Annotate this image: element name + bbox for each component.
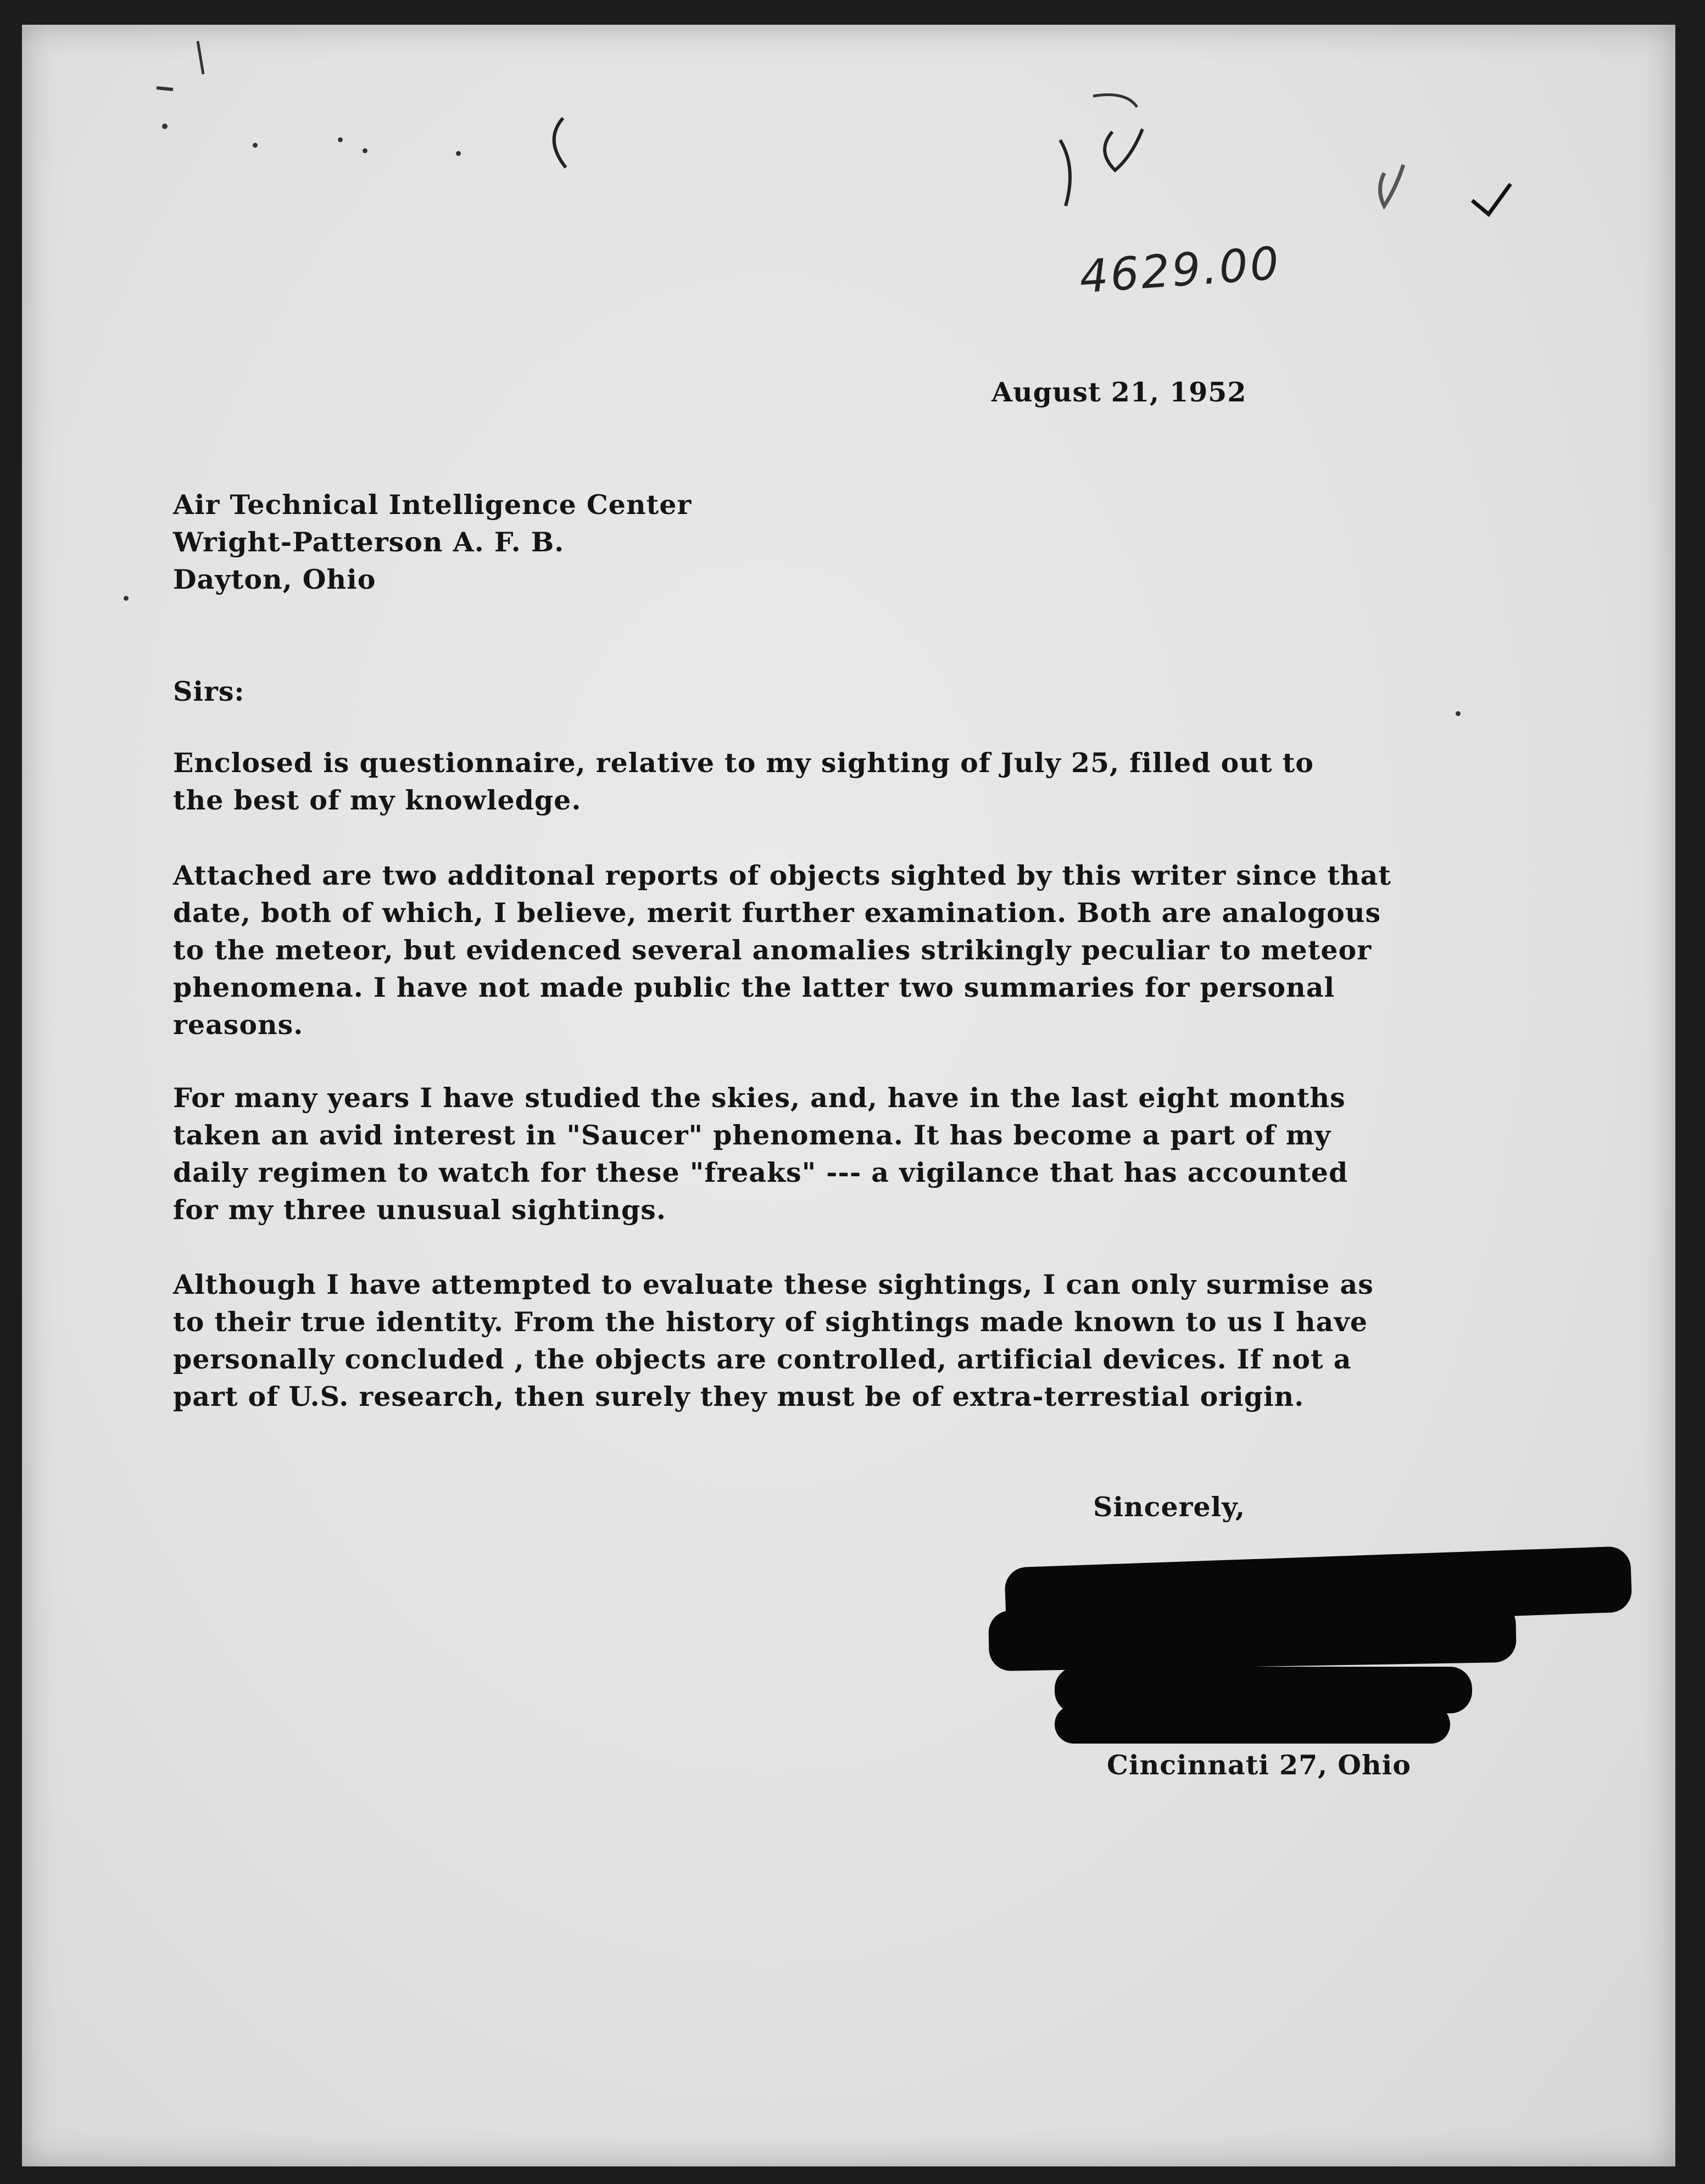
paragraph-line: part of U.S. research, then surely they must be of extra-terrestial origin. <box>173 1381 1305 1412</box>
speck <box>253 143 258 148</box>
speck <box>456 151 461 156</box>
paragraph-line: phenomena. I have not made public the latter two summaries for personal <box>173 971 1335 1003</box>
paragraph-line: Although I have attempted to evaluate these sightings, I can only surmise as <box>173 1269 1374 1300</box>
speck <box>338 137 343 142</box>
paragraph-line: Attached are two additonal reports of objects sighted by this writer since that <box>173 859 1391 891</box>
address-line: Wright-Patterson A. F. B. <box>173 526 565 558</box>
salutation: Sirs: <box>173 675 245 707</box>
paragraph-line: reasons. <box>173 1009 304 1041</box>
letter-date: August 21, 1952 <box>991 376 1247 408</box>
redacted-signature <box>988 1602 1517 1672</box>
paragraph-line: Enclosed is questionnaire, relative to my sighting of July 25, filled out to <box>173 747 1314 779</box>
speck <box>162 124 168 129</box>
closing: Sincerely, <box>1093 1491 1246 1523</box>
speck <box>363 148 367 153</box>
speck <box>124 596 129 601</box>
redacted-address <box>1055 1705 1450 1744</box>
paragraph-line: for my three unusual sightings. <box>173 1194 666 1226</box>
paragraph-line: For many years I have studied the skies, and, have in the last eight months <box>173 1082 1346 1114</box>
signature-city: Cincinnati 27, Ohio <box>1107 1749 1411 1781</box>
speck <box>1456 711 1461 716</box>
paragraph-line: the best of my knowledge. <box>173 784 582 816</box>
paragraph-line: daily regimen to watch for these "freaks" --- a vigilance that has accounted <box>173 1157 1349 1188</box>
paragraph-line: date, both of which, I believe, merit further examination. Both are analogous <box>173 897 1381 929</box>
address-line: Air Technical Intelligence Center <box>173 489 692 521</box>
scan-marks <box>22 25 1675 299</box>
paragraph-line: personally concluded , the objects are controlled, artificial devices. If not a <box>173 1343 1352 1375</box>
address-line: Dayton, Ohio <box>173 563 376 595</box>
handwritten-file-number: 4629.00 <box>1078 237 1283 304</box>
paragraph-line: taken an avid interest in "Saucer" phenomena. It has become a part of my <box>173 1119 1331 1151</box>
paragraph-line: to their true identity. From the history of sightings made known to us I have <box>173 1306 1368 1338</box>
document-sheet <box>22 25 1675 2166</box>
paragraph-line: to the meteor, but evidenced several anomalies strikingly peculiar to meteor <box>173 934 1372 966</box>
